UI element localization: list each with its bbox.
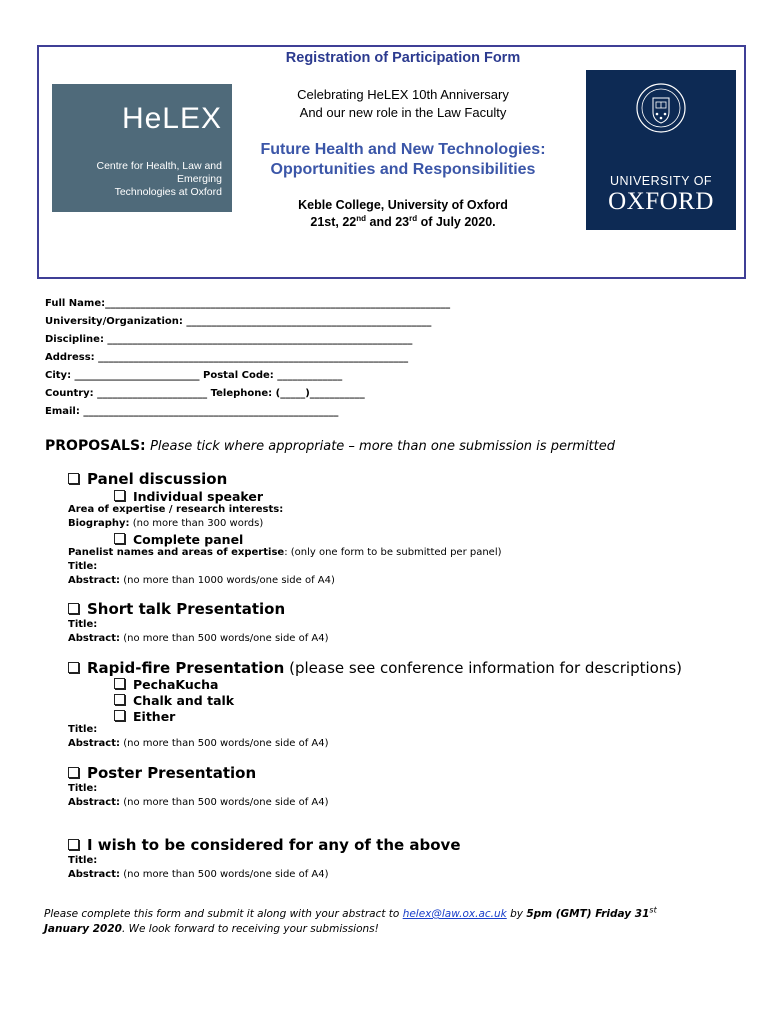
oxford-logo-line2: OXFORD — [608, 188, 714, 215]
poster-label: Poster Presentation — [87, 764, 257, 782]
venue: Keble College, University of Oxford — [298, 198, 508, 212]
celebrate-text — [240, 86, 566, 122]
either-option[interactable] — [114, 709, 175, 724]
conference-title-2: Opportunities and Responsibilities — [270, 161, 536, 178]
city-postal-field[interactable]: City: _________________________ Postal Code: _____________ — [45, 370, 343, 381]
any-of-the-above-label: I wish to be considered for any of the above — [87, 836, 461, 854]
dates: 21st, 22nd and 23rd of July 2020. — [310, 213, 496, 229]
submission-email-link[interactable]: helex@law.ox.ac.uk — [402, 908, 507, 920]
conference-title — [240, 140, 566, 180]
organization-field[interactable]: University/Organization: _________________________________________________ — [45, 316, 432, 327]
individual-speaker-label: Individual speaker — [133, 489, 264, 504]
poster-title: Title: — [68, 783, 98, 794]
short-talk-abstract: Abstract: (no more than 500 words/one side of A4) — [68, 633, 329, 644]
rapid-fire-label: Rapid-fire Presentation — [87, 659, 285, 677]
checkbox-icon[interactable] — [114, 678, 125, 689]
any-title: Title: — [68, 855, 98, 866]
footer-instructions: Please complete this form and submit it along with your abstract to helex@law.ox.ac.uk by 5pm (GMT) Friday 31st January 2020. We look forward to receiving your submissions! — [44, 905, 657, 935]
poster-presentation[interactable] — [68, 764, 256, 782]
checkbox-icon[interactable] — [114, 490, 125, 501]
proposals-label: PROPOSALS: — [45, 438, 146, 454]
helex-logo-subtitle — [52, 160, 222, 199]
panel-abstract: Abstract: (no more than 1000 words/one side of A4) — [68, 575, 335, 586]
conference-title-1: Future Health and New Technologies: — [260, 141, 546, 158]
rapid-title: Title: — [68, 724, 98, 735]
deadline-month: January 2020 — [44, 923, 122, 935]
checkbox-icon[interactable] — [68, 767, 79, 778]
any-abstract: Abstract: (no more than 500 words/one side of A4) — [68, 869, 329, 880]
either-label: Either — [133, 709, 176, 724]
biography: Biography: (no more than 300 words) — [68, 518, 264, 529]
pechakucha-option[interactable] — [114, 677, 219, 692]
oxford-logo — [586, 70, 736, 230]
panel-title: Title: — [68, 561, 98, 572]
chalk-and-talk-option[interactable] — [114, 693, 234, 708]
checkbox-icon[interactable] — [114, 694, 125, 705]
checkbox-icon[interactable] — [114, 533, 125, 544]
address-field[interactable]: Address: ______________________________________________________________ — [45, 352, 409, 363]
helex-logo-sub-2: Technologies at Oxford — [114, 186, 222, 198]
country-telephone-field[interactable]: Country: ______________________ Telephone: (_____)___________ — [45, 388, 365, 399]
checkbox-icon[interactable] — [68, 662, 79, 673]
helex-logo — [52, 84, 232, 212]
venue-dates — [240, 197, 566, 231]
pechakucha-label: PechaKucha — [133, 677, 219, 692]
email-field[interactable]: Email: ___________________________________________________ — [45, 406, 339, 417]
proposals-note: Please tick where appropriate – more than one submission is permitted — [150, 439, 616, 454]
any-of-the-above[interactable] — [68, 836, 461, 854]
celebrate-line-2: And our new role in the Law Faculty — [299, 105, 507, 120]
rapid-fire-presentation[interactable] — [68, 659, 682, 677]
short-talk-title: Title: — [68, 619, 98, 630]
rapid-abstract: Abstract: (no more than 500 words/one side of A4) — [68, 738, 329, 749]
checkbox-icon[interactable] — [68, 839, 79, 850]
chalk-and-talk-label: Chalk and talk — [133, 693, 235, 708]
helex-logo-sub-1: Centre for Health, Law and Emerging — [96, 160, 222, 185]
helex-logo-word: HeLEX — [121, 102, 222, 135]
short-talk-presentation[interactable] — [68, 600, 285, 618]
individual-speaker-option[interactable] — [114, 489, 263, 504]
checkbox-icon[interactable] — [68, 603, 79, 614]
full-name-field[interactable]: Full Name:_____________________________________________________________________ — [45, 298, 451, 309]
panel-discussion[interactable] — [68, 470, 227, 488]
area-of-expertise: Area of expertise / research interests: — [68, 504, 284, 515]
discipline-field[interactable]: Discipline: _____________________________________________________________ — [45, 334, 413, 345]
rapid-fire-note: (please see conference information for descriptions) — [284, 659, 682, 677]
oxford-crest-icon — [631, 78, 691, 158]
checkbox-icon[interactable] — [68, 473, 79, 484]
form-title: Registration of Participation Form — [285, 50, 521, 66]
celebrate-line-1: Celebrating HeLEX 10th Anniversary — [297, 87, 509, 102]
panel-discussion-label: Panel discussion — [87, 470, 228, 488]
proposals-heading — [45, 438, 615, 454]
deadline: 5pm (GMT) Friday 31 — [526, 908, 650, 920]
complete-panel-option[interactable] — [114, 532, 243, 547]
panelist-names: Panelist names and areas of expertise: (only one form to be submitted per panel) — [68, 547, 502, 558]
poster-abstract: Abstract: (no more than 500 words/one side of A4) — [68, 797, 329, 808]
checkbox-icon[interactable] — [114, 710, 125, 721]
short-talk-label: Short talk Presentation — [87, 600, 286, 618]
oxford-logo-line1: UNIVERSITY OF — [609, 174, 713, 188]
complete-panel-label: Complete panel — [133, 532, 244, 547]
